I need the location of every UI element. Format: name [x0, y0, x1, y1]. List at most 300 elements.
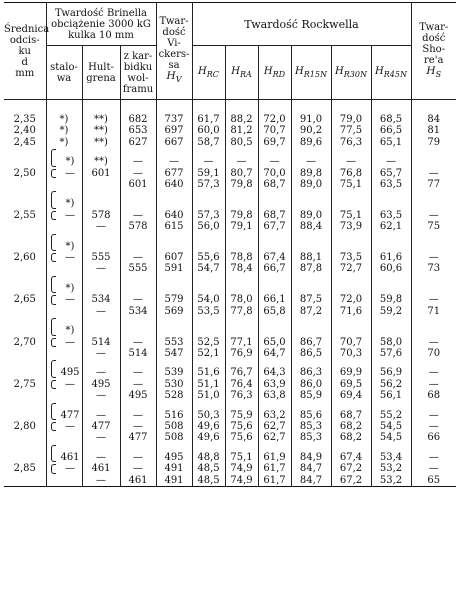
hrc-cell: 61,7	[192, 100, 225, 126]
hr45n-cell: 56,9	[371, 359, 411, 378]
hrc-cell: 51,0	[192, 390, 225, 401]
hrc-cell: 50,3	[192, 402, 225, 421]
hr45n-cell: 53,2	[371, 475, 411, 487]
brinell-steel-cell: 495	[46, 359, 82, 378]
brinell-hultgren-cell: —	[82, 359, 120, 378]
hardness-conversion-table	[4, 2, 456, 487]
grouping-bracket	[51, 403, 56, 420]
shore-cell	[411, 190, 456, 209]
brinell-hultgren-cell: **)	[82, 137, 120, 148]
grouping-bracket	[51, 360, 56, 377]
hra-cell	[225, 275, 258, 294]
hardness-table-page	[4, 2, 456, 601]
hra-cell: —	[225, 148, 258, 167]
vickers-cell: 615	[156, 221, 192, 232]
brinell-steel-cell	[46, 432, 82, 443]
hrd-cell: 61,7	[258, 463, 291, 474]
shore-cell	[411, 148, 456, 167]
diameter-cell: 2,55	[4, 190, 46, 232]
shore-header	[411, 3, 456, 100]
hra-cell	[225, 317, 258, 336]
shore-cell: 70	[411, 348, 456, 359]
vickers-header	[156, 3, 192, 100]
hra-cell: 74,9	[225, 475, 258, 487]
hrc-cell: 49,6	[192, 421, 225, 432]
hr30n-cell: 67,4	[331, 444, 371, 463]
brinell-tungsten-cell: —	[120, 294, 156, 305]
hrc-cell: 52,5	[192, 337, 225, 348]
brinell-hultgren-cell: —	[82, 390, 120, 401]
table-row	[4, 390, 456, 401]
vickers-cell: 528	[156, 390, 192, 401]
vickers-cell: 539	[156, 359, 192, 378]
brinell-tungsten-cell: —	[120, 463, 156, 474]
brinell-steel-cell: 461	[46, 444, 82, 463]
hrc-cell	[192, 233, 225, 252]
hr15n-cell: 90,2	[291, 125, 331, 136]
hr15n-cell: 91,0	[291, 100, 331, 126]
brinell-tungsten-cell: 601	[120, 179, 156, 190]
hrc-cell: 54,0	[192, 294, 225, 305]
brinell-steel-cell: —	[46, 252, 82, 263]
shore-cell	[411, 317, 456, 336]
hr15n-cell: 86,3	[291, 359, 331, 378]
hr30n-cell: 72,0	[331, 294, 371, 305]
brinell-steel-cell: *)	[46, 190, 82, 209]
table-row	[4, 421, 456, 432]
brinell-steel-cell: *)	[46, 137, 82, 148]
brinell-hultgren-cell	[82, 317, 120, 336]
rockwell-hrc-header: $H_{RC}$	[192, 46, 225, 100]
hra-cell: 81,2	[225, 125, 258, 136]
shore-cell	[411, 275, 456, 294]
hrd-cell: 63,2	[258, 402, 291, 421]
hr15n-cell: 87,8	[291, 263, 331, 274]
brinell-hultgren-cell: **)	[82, 148, 120, 167]
brinell-hultgren-cell: 514	[82, 337, 120, 348]
hrc-cell: 51,6	[192, 359, 225, 378]
vickers-cell: 569	[156, 306, 192, 317]
brinell-tungsten-cell: 682	[120, 100, 156, 126]
hr30n-cell: 69,5	[331, 379, 371, 390]
vickers-cell: 640	[156, 179, 192, 190]
brinell-hultgren-cell: —	[82, 221, 120, 232]
table-row	[4, 100, 456, 126]
hra-cell: 75,1	[225, 444, 258, 463]
vickers-cell: 607	[156, 252, 192, 263]
brinell-steel-cell: —	[46, 379, 82, 390]
hr45n-cell: 65,1	[371, 137, 411, 148]
hrc-cell: 54,7	[192, 263, 225, 274]
hrd-cell: 64,7	[258, 348, 291, 359]
hr45n-cell: 57,6	[371, 348, 411, 359]
hr30n-cell: 68,2	[331, 432, 371, 443]
vickers-cell: 547	[156, 348, 192, 359]
hr30n-cell: 68,2	[331, 421, 371, 432]
hr45n-cell: 53,2	[371, 463, 411, 474]
brinell-steel-cell	[46, 306, 82, 317]
brinell-steel-cell	[46, 179, 82, 190]
brinell-hultgren-cell	[82, 190, 120, 209]
hrd-cell: 68,7	[258, 179, 291, 190]
table-row	[4, 379, 456, 390]
shore-cell: 75	[411, 221, 456, 232]
hr45n-cell: 63,5	[371, 179, 411, 190]
hr45n-cell	[371, 190, 411, 209]
hr45n-cell: 56,1	[371, 390, 411, 401]
diameter-cell: 2,80	[4, 402, 46, 444]
shore-cell: 79	[411, 137, 456, 148]
brinell-steel-cell	[46, 390, 82, 401]
table-row	[4, 359, 456, 378]
diameter-cell: 2,40	[4, 125, 46, 136]
hr15n-cell: 85,3	[291, 432, 331, 443]
brinell-steel-cell	[46, 475, 82, 487]
hra-cell: 75,6	[225, 421, 258, 432]
hr45n-cell: 60,6	[371, 263, 411, 274]
hr30n-cell: 75,1	[331, 179, 371, 190]
table-row	[4, 475, 456, 487]
hrc-cell	[192, 190, 225, 209]
hr30n-cell: 76,8	[331, 168, 371, 179]
shore-cell: —	[411, 210, 456, 221]
vickers-cell: 508	[156, 421, 192, 432]
brinell-tungsten-cell: —	[120, 402, 156, 421]
hr15n-cell: 85,9	[291, 390, 331, 401]
hrc-cell: 48,5	[192, 475, 225, 487]
brinell-tungsten-cell: 555	[120, 263, 156, 274]
hr15n-cell: 88,1	[291, 252, 331, 263]
hrd-cell: 66,7	[258, 263, 291, 274]
brinell-steel-cell: *)	[46, 317, 82, 336]
hrd-cell: 63,9	[258, 379, 291, 390]
hra-cell: 79,8	[225, 179, 258, 190]
hrd-cell	[258, 190, 291, 209]
brinell-hultgren-cell: 495	[82, 379, 120, 390]
grouping-bracket	[51, 149, 56, 166]
hr45n-cell: 53,4	[371, 444, 411, 463]
hr15n-cell: 84,7	[291, 463, 331, 474]
brinell-hultgren-cell: —	[82, 432, 120, 443]
hrd-cell: 70,7	[258, 125, 291, 136]
shore-cell: —	[411, 379, 456, 390]
hrd-cell: 70,0	[258, 168, 291, 179]
vickers-cell: —	[156, 148, 192, 167]
hr30n-cell: 69,9	[331, 359, 371, 378]
brinell-hultgren-header: Hult- grena	[82, 46, 120, 100]
diameter-cell: 2,35	[4, 100, 46, 126]
hr30n-cell: 70,7	[331, 337, 371, 348]
hrc-cell: 60,0	[192, 125, 225, 136]
hr15n-cell: 86,7	[291, 337, 331, 348]
hr30n-cell: 68,7	[331, 402, 371, 421]
hra-cell: 80,5	[225, 137, 258, 148]
brinell-tungsten-cell: —	[120, 421, 156, 432]
hrd-cell: 67,7	[258, 221, 291, 232]
hra-cell: 78,8	[225, 252, 258, 263]
hra-cell: 76,4	[225, 379, 258, 390]
rockwell-hr45n-header: $H_{R45N}$	[371, 46, 411, 100]
hr15n-cell	[291, 190, 331, 209]
vickers-cell	[156, 275, 192, 294]
table-row	[4, 252, 456, 263]
hrc-cell: 48,8	[192, 444, 225, 463]
hrd-cell: 64,3	[258, 359, 291, 378]
hr30n-cell	[331, 275, 371, 294]
vickers-cell: 491	[156, 475, 192, 487]
hra-cell: 78,4	[225, 263, 258, 274]
diameter-cell: 2,85	[4, 444, 46, 487]
brinell-steel-cell: *)	[46, 148, 82, 167]
hrc-cell	[192, 275, 225, 294]
hrc-cell: 58,7	[192, 137, 225, 148]
vickers-cell: 591	[156, 263, 192, 274]
hrc-cell: 53,5	[192, 306, 225, 317]
rockwell-hr15n-header: $H_{R15N}$	[291, 46, 331, 100]
brinell-tungsten-cell	[120, 275, 156, 294]
brinell-hultgren-cell: 461	[82, 463, 120, 474]
grouping-bracket	[51, 295, 56, 304]
brinell-tungsten-cell	[120, 190, 156, 209]
diameter-cell: 2,70	[4, 317, 46, 359]
table-row	[4, 221, 456, 232]
vickers-cell: 737	[156, 100, 192, 126]
hr30n-cell: 72,7	[331, 263, 371, 274]
brinell-hultgren-cell: —	[82, 263, 120, 274]
brinell-tungsten-cell: 534	[120, 306, 156, 317]
brinell-steel-cell: *)	[46, 233, 82, 252]
vickers-cell: 530	[156, 379, 192, 390]
brinell-steel-cell: —	[46, 210, 82, 221]
hrd-cell: 69,7	[258, 137, 291, 148]
shore-cell: —	[411, 168, 456, 179]
hr30n-cell	[331, 190, 371, 209]
hrc-cell: 52,1	[192, 348, 225, 359]
hr30n-cell: 67,2	[331, 463, 371, 474]
brinell-tungsten-cell	[120, 317, 156, 336]
brinell-tungsten-cell	[120, 233, 156, 252]
hr30n-cell	[331, 233, 371, 252]
hra-cell: 75,9	[225, 402, 258, 421]
table-row	[4, 190, 456, 209]
hr30n-cell	[331, 317, 371, 336]
table-row	[4, 402, 456, 421]
table-row	[4, 233, 456, 252]
brinell-tungsten-cell: —	[120, 379, 156, 390]
brinell-steel-cell: —	[46, 168, 82, 179]
hr30n-cell: 67,2	[331, 475, 371, 487]
shore-cell: —	[411, 294, 456, 305]
hrc-cell: 49,6	[192, 432, 225, 443]
vickers-cell: 553	[156, 337, 192, 348]
brinell-steel-cell: 477	[46, 402, 82, 421]
grouping-bracket	[51, 191, 56, 208]
brinell-hultgren-cell	[82, 233, 120, 252]
brinell-hultgren-cell: —	[82, 348, 120, 359]
hrc-cell: —	[192, 148, 225, 167]
brinell-steel-cell: *)	[46, 125, 82, 136]
shore-cell: —	[411, 359, 456, 378]
hr30n-cell: 70,3	[331, 348, 371, 359]
hr15n-cell: 84,9	[291, 444, 331, 463]
vickers-cell: 516	[156, 402, 192, 421]
rockwell-header: Twardość Rockwella	[192, 3, 411, 46]
brinell-tungsten-cell: —	[120, 168, 156, 179]
hr45n-cell: 59,8	[371, 294, 411, 305]
grouping-bracket	[51, 445, 56, 462]
grouping-bracket	[51, 211, 56, 220]
brinell-steel-cell: —	[46, 294, 82, 305]
hra-cell: 77,8	[225, 306, 258, 317]
brinell-steel-cell: —	[46, 463, 82, 474]
hr30n-cell: 75,1	[331, 210, 371, 221]
hr30n-cell: 69,4	[331, 390, 371, 401]
grouping-bracket	[51, 276, 56, 293]
shore-cell: —	[411, 337, 456, 348]
hr30n-cell: —	[331, 148, 371, 167]
brinell-steel-cell	[46, 263, 82, 274]
shore-cell: 77	[411, 179, 456, 190]
brinell-tungsten-cell: 495	[120, 390, 156, 401]
table-row	[4, 263, 456, 274]
vickers-cell: 677	[156, 168, 192, 179]
brinell-hultgren-cell: —	[82, 444, 120, 463]
shore-cell: 84	[411, 100, 456, 126]
shore-cell: 68	[411, 390, 456, 401]
hr45n-cell: 63,5	[371, 210, 411, 221]
hr45n-cell: 68,5	[371, 100, 411, 126]
hr15n-cell	[291, 233, 331, 252]
vickers-cell	[156, 190, 192, 209]
hrc-cell: 57,3	[192, 179, 225, 190]
shore-label: Twar- dość Sho- re'a	[419, 21, 449, 66]
vickers-cell: 667	[156, 137, 192, 148]
table-row	[4, 294, 456, 305]
hr15n-cell: 88,4	[291, 221, 331, 232]
table-row	[4, 348, 456, 359]
shore-cell: —	[411, 252, 456, 263]
hr30n-cell: 73,5	[331, 252, 371, 263]
table-row	[4, 275, 456, 294]
hrd-cell: 65,8	[258, 306, 291, 317]
grouping-bracket	[51, 338, 56, 347]
vickers-cell: 640	[156, 210, 192, 221]
brinell-tungsten-cell: 653	[120, 125, 156, 136]
vickers-symbol: $H_V$	[166, 70, 182, 85]
table-row	[4, 168, 456, 179]
hrd-cell	[258, 317, 291, 336]
hr15n-cell: 89,8	[291, 168, 331, 179]
grouping-bracket	[51, 169, 56, 178]
brinell-steel-cell: *)	[46, 100, 82, 126]
brinell-tungsten-cell: —	[120, 444, 156, 463]
hrc-cell	[192, 317, 225, 336]
brinell-tungsten-cell: 578	[120, 221, 156, 232]
grouping-bracket	[51, 464, 56, 473]
hr45n-cell: 56,2	[371, 379, 411, 390]
grouping-bracket	[51, 380, 56, 389]
brinell-hultgren-cell: —	[82, 402, 120, 421]
hr45n-cell: 59,2	[371, 306, 411, 317]
shore-cell: —	[411, 402, 456, 421]
brinell-hultgren-cell: **)	[82, 100, 120, 126]
brinell-steel-cell	[46, 348, 82, 359]
hra-cell: 74,9	[225, 463, 258, 474]
hr30n-cell: 71,6	[331, 306, 371, 317]
hr15n-cell	[291, 275, 331, 294]
hrc-cell: 48,5	[192, 463, 225, 474]
hrc-cell: 51,1	[192, 379, 225, 390]
hr45n-cell: 54,5	[371, 432, 411, 443]
brinell-tungsten-cell: 477	[120, 432, 156, 443]
hra-cell: 76,9	[225, 348, 258, 359]
shore-symbol: $H_S$	[426, 64, 442, 80]
hr15n-cell: 85,6	[291, 402, 331, 421]
vickers-cell: 697	[156, 125, 192, 136]
brinell-header: Twardość Brinella obciążenie 3000 kG kulka 10 mm	[46, 3, 156, 46]
hr30n-cell: 76,3	[331, 137, 371, 148]
brinell-hultgren-cell	[82, 179, 120, 190]
brinell-hultgren-cell: **)	[82, 125, 120, 136]
vickers-cell: 579	[156, 294, 192, 305]
brinell-hultgren-cell: 601	[82, 168, 120, 179]
table-row	[4, 444, 456, 463]
hra-cell: 78,0	[225, 294, 258, 305]
diameter-cell: 2,50	[4, 148, 46, 190]
hr15n-cell: 86,0	[291, 379, 331, 390]
brinell-tungsten-cell: —	[120, 337, 156, 348]
hr45n-cell: —	[371, 148, 411, 167]
vickers-cell	[156, 317, 192, 336]
table-row	[4, 337, 456, 348]
grouping-bracket	[51, 422, 56, 431]
vickers-cell	[156, 233, 192, 252]
hrc-cell: 55,6	[192, 252, 225, 263]
hr45n-cell: 66,5	[371, 125, 411, 136]
hrd-cell: 62,7	[258, 432, 291, 443]
table-row	[4, 125, 456, 136]
hra-cell: 80,7	[225, 168, 258, 179]
grouping-bracket	[51, 253, 56, 262]
diameter-cell: 2,60	[4, 233, 46, 275]
hrd-cell: 66,1	[258, 294, 291, 305]
hr45n-cell	[371, 317, 411, 336]
shore-cell: 66	[411, 432, 456, 443]
brinell-hultgren-cell: 555	[82, 252, 120, 263]
hardness-table-body	[4, 100, 456, 487]
hr45n-cell: 62,1	[371, 221, 411, 232]
hrc-cell: 56,0	[192, 221, 225, 232]
shore-cell: —	[411, 444, 456, 463]
hra-cell: 76,7	[225, 359, 258, 378]
brinell-hultgren-cell: 534	[82, 294, 120, 305]
brinell-tungsten-cell: —	[120, 252, 156, 263]
brinell-steel-cell: —	[46, 421, 82, 432]
hra-cell: 79,1	[225, 221, 258, 232]
hr45n-cell: 54,5	[371, 421, 411, 432]
brinell-steel-cell	[46, 221, 82, 232]
hrc-cell: 59,1	[192, 168, 225, 179]
hrd-cell: 63,8	[258, 390, 291, 401]
brinell-hultgren-cell: 477	[82, 421, 120, 432]
brinell-tungsten-cell: 514	[120, 348, 156, 359]
shore-cell: 81	[411, 125, 456, 136]
table-row	[4, 306, 456, 317]
brinell-tungsten-cell: —	[120, 359, 156, 378]
hrd-cell: 61,7	[258, 475, 291, 487]
shore-cell: 71	[411, 306, 456, 317]
hrd-cell: 61,9	[258, 444, 291, 463]
